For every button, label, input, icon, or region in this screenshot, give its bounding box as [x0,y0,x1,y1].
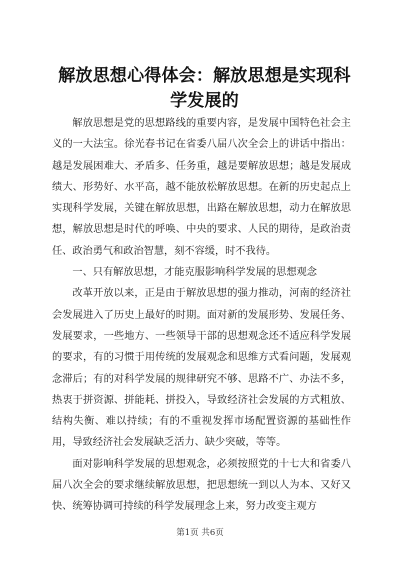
document-title: 解放思想心得体会：解放思想是实现科学发展的 [58,66,351,111]
page-number: 第1页 共6页 [176,528,224,538]
document-body [52,113,351,518]
paragraph: 改革开放以来，正是由于解放思想的强力推动，河南的经济社会发展进入了历史上最好的时期。面对新的发展形势、发展任务、发展要求，一些地方、一些领导干部的思想观念还不适应科学发展的要求，有的习惯于用传统的发展观念和思维方式看问题，发展观念滞后；有的对科学发展的规律研究不够、思路不广、办法不多，热衷于拼资源、拼能耗、拼投入，导致经济社会发展的方式粗放、结构失衡、难以持续；有的不重视发挥市场配置资源的基础性作用，导致经济社会发展缺乏活力、缺少突破，等等。 [52,288,351,449]
paragraph: 解放思想是党的思想路线的重要内容，是发展中国特色社会主义的一大法宝。徐光春书记在省委八届八次全会上的讲话中指出：越是发展困难大、矛盾多、任务重，越是要解放思想；越是发展成绩大、形势好、水平高，越不能放松解放思想。在新的历史起点上实现科学发展，关键在解放思想，出路在解放思想，动力在解放思想，解放思想是时代的呼唤、中央的要求、人民的期待，是政治责任、政治勇气和政治智慧，刻不容缓，时不我待。 [52,118,351,257]
paragraph: 面对影响科学发展的思想观念，必须按照党的十七大和省委八届八次全会的要求继续解放思想，把思想统一到以人为本、又好又快、统筹协调可持续的科学发展理念上来，努力改变主观方 [52,458,351,513]
section-heading: 一、只有解放思想，才能克服影响科学发展的思想观念 [72,267,317,279]
